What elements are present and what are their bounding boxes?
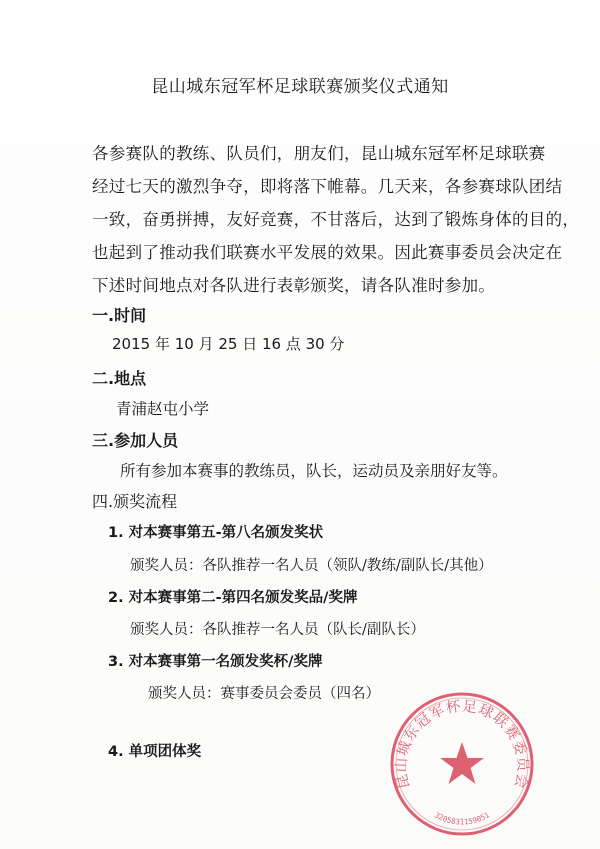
process-item-2-title: 2. 对本赛事第二-第四名颁发奖品/奖牌 [108, 590, 358, 606]
svg-text:3205831159051 [433, 810, 491, 826]
section-process-heading: 四.颁奖流程 [92, 492, 178, 511]
process-item-2-people: 颁奖人员：各队推荐一名人员（队长/副队长） [130, 622, 425, 638]
official-seal-icon [388, 690, 536, 838]
process-item-1-people: 颁奖人员：各队推荐一名人员（领队/教练/副队长/其他） [130, 558, 493, 574]
section-place-content: 青浦赵屯小学 [116, 400, 210, 418]
section-place-heading: 二.地点 [92, 369, 147, 388]
seal-text: 昆山城东冠军杯足球联赛委员会 [393, 698, 531, 791]
process-item-4-title: 4. 单项团体奖 [108, 744, 202, 760]
intro-line-2: 经过七天的激烈争夺，即将落下帷幕。几天来，各参赛球队团结 [92, 177, 563, 196]
intro-line-3: 一致，奋勇拼搏，友好竞赛，不甘落后，达到了锻炼身体的目的， [92, 210, 580, 229]
process-item-3-people: 颁奖人员：赛事委员会委员（四名） [148, 686, 380, 702]
section-attendees-content: 所有参加本赛事的教练员，队长，运动员及亲朋好友等。 [120, 462, 508, 480]
process-item-1-title: 1. 对本赛事第五-第八名颁发奖状 [108, 525, 324, 541]
section-attendees-heading: 三.参加人员 [92, 431, 179, 450]
seal-code: 3205831159051 [433, 810, 491, 827]
section-time-heading: 一.时间 [92, 306, 147, 325]
process-item-3-title: 3. 对本赛事第一名颁发奖杯/奖牌 [108, 654, 323, 670]
document-title: 昆山城东冠军杯足球联赛颁奖仪式通知 [151, 77, 449, 97]
section-time-content: 2015 年 10 月 25 日 16 点 30 分 [112, 335, 345, 353]
intro-line-4: 也起到了推动我们联赛水平发展的效果。因此赛事委员会决定在 [92, 243, 563, 262]
intro-line-5: 下述时间地点对各队进行表彰颁奖，请各队准时参加。 [92, 276, 496, 295]
intro-line-1: 各参赛队的教练、队员们，朋友们，昆山城东冠军杯足球联赛 [92, 144, 546, 163]
